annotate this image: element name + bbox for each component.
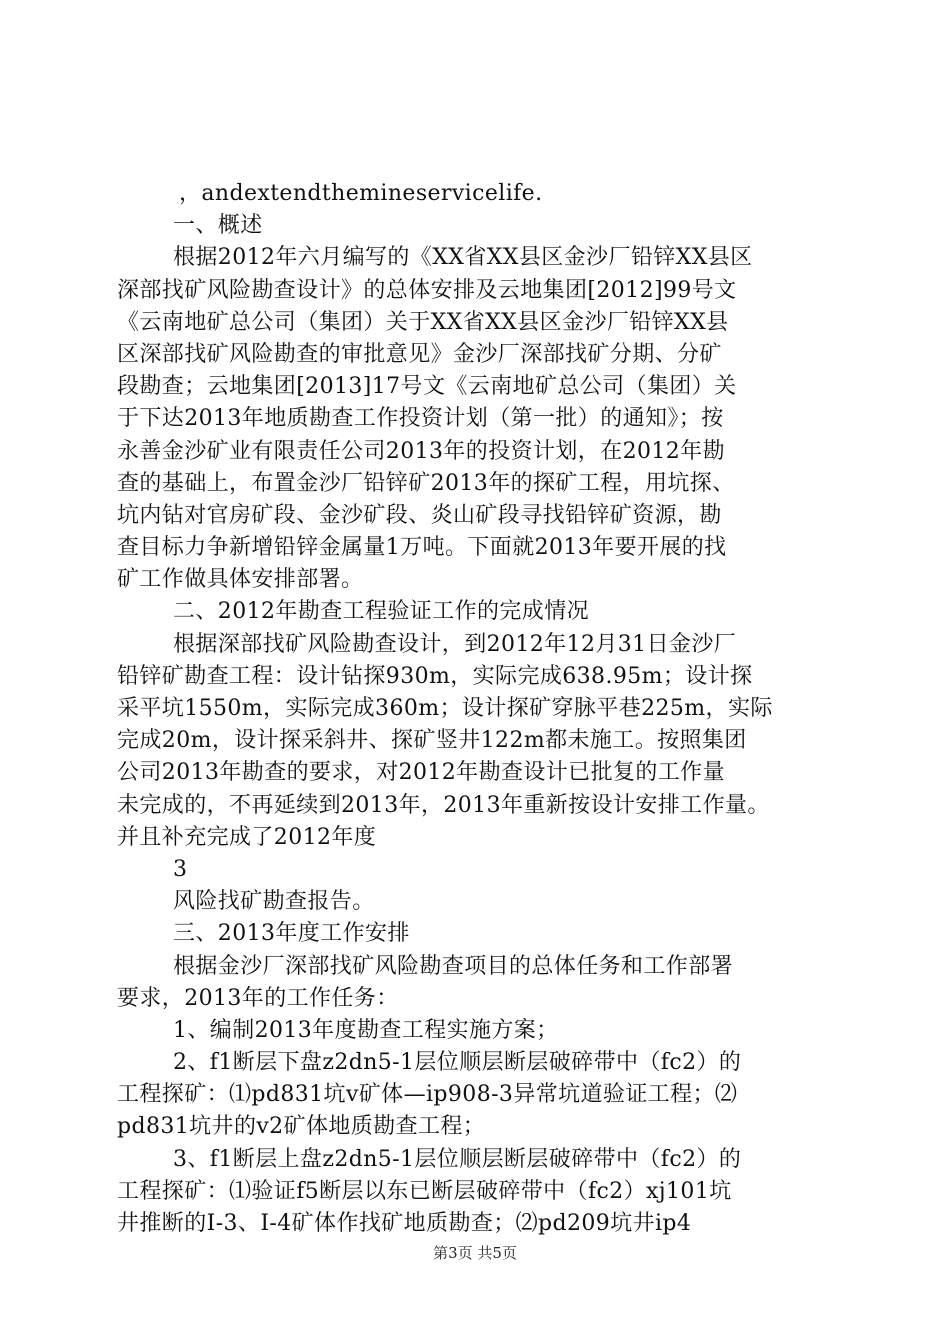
text-line: 坑内钻对官房矿段、金沙矿段、炎山矿段寻找铅锌矿资源，勘 bbox=[117, 502, 722, 528]
text-line: 《云南地矿总公司（集团）关于XX省XX县区金沙厂铅锌XX县 bbox=[117, 309, 729, 335]
text-line: 区深部找矿风险勘查的审批意见》金沙厂深部找矿分期、分矿 bbox=[117, 341, 722, 367]
section-heading: 二、2012年勘查工程验证工作的完成情况 bbox=[173, 599, 589, 625]
text-line: 工程探矿：⑴验证f5断层以东已断层破碎带中（fc2）xj101坑 bbox=[117, 1178, 732, 1204]
text-line: 查目标力争新增铅锌金属量1万吨。下面就2013年要开展的找 bbox=[117, 535, 727, 561]
text-line: 并且补充完成了2012年度 bbox=[117, 824, 377, 850]
text-line: 工程探矿：⑴pd831坑v矿体—ip908-3异常坑道验证工程；⑵ bbox=[117, 1082, 738, 1108]
text-line: 矿工作做具体安排部署。 bbox=[117, 567, 364, 593]
text-line: 查的基础上，布置金沙厂铅锌矿2013年的探矿工程，用坑探、 bbox=[117, 470, 735, 496]
text-line: 要求，2013年的工作任务： bbox=[117, 985, 399, 1011]
list-item: 3、f1断层上盘z2dn5-1层位顺层断层破碎带中（fc2）的 bbox=[173, 1146, 742, 1172]
text-line: 段勘查；云地集团[2013]17号文《云南地矿总公司（集团）关 bbox=[117, 374, 737, 400]
text-line: 永善金沙矿业有限责任公司2013年的投资计划，在2012年勘 bbox=[117, 438, 725, 464]
section-heading: 三、2013年度工作安排 bbox=[173, 921, 410, 947]
list-item: 1、编制2013年度勘查工程实施方案； bbox=[173, 1017, 559, 1043]
section-heading: 一、概述 bbox=[173, 213, 263, 239]
text-line: 未完成的，不再延续到2013年，2013年重新按设计安排工作量。 bbox=[117, 792, 770, 818]
document-body bbox=[117, 178, 837, 1240]
list-item: 2、f1断层下盘z2dn5-1层位顺层断层破碎带中（fc2）的 bbox=[173, 1050, 742, 1076]
text-line: 根据金沙厂深部找矿风险勘查项目的总体任务和工作部署 bbox=[173, 953, 734, 979]
text-line: 井推断的Ⅰ-3、Ⅰ-4矿体作找矿地质勘查；⑵pd209坑井ip4 bbox=[117, 1211, 692, 1236]
text-line: 根据2012年六月编写的《XX省XX县区金沙厂铅锌XX县区 bbox=[173, 245, 753, 271]
text-line: 采平坑1550m，实际完成360m；设计探矿穿脉平巷225m，实际 bbox=[117, 696, 773, 721]
text-line: 风险找矿勘查报告。 bbox=[173, 889, 375, 915]
text-line: 根据深部找矿风险勘查设计，到2012年12月31日金沙厂 bbox=[173, 631, 737, 657]
inline-page-number: 3 bbox=[173, 856, 188, 882]
text-line: 铅锌矿勘查工程：设计钻探930m，实际完成638.95m；设计探 bbox=[117, 663, 753, 689]
text-line: pd831坑井的v2矿体地质勘查工程； bbox=[117, 1114, 486, 1140]
text-line: ，andextendthemineservicelife. bbox=[179, 181, 543, 206]
text-line: 公司2013年勘查的要求，对2012年勘查设计已批复的工作量 bbox=[117, 760, 725, 786]
text-line: 深部找矿风险勘查设计》的总体安排及云地集团[2012]99号文 bbox=[117, 277, 737, 303]
text-line: 完成20m，设计探采斜井、探矿竖井122m都未施工。按照集团 bbox=[117, 728, 747, 754]
text-line: 于下达2013年地质勘查工作投资计划（第一批）的通知》；按 bbox=[117, 406, 724, 432]
page-footer: 第3页 共5页 bbox=[433, 1244, 517, 1262]
